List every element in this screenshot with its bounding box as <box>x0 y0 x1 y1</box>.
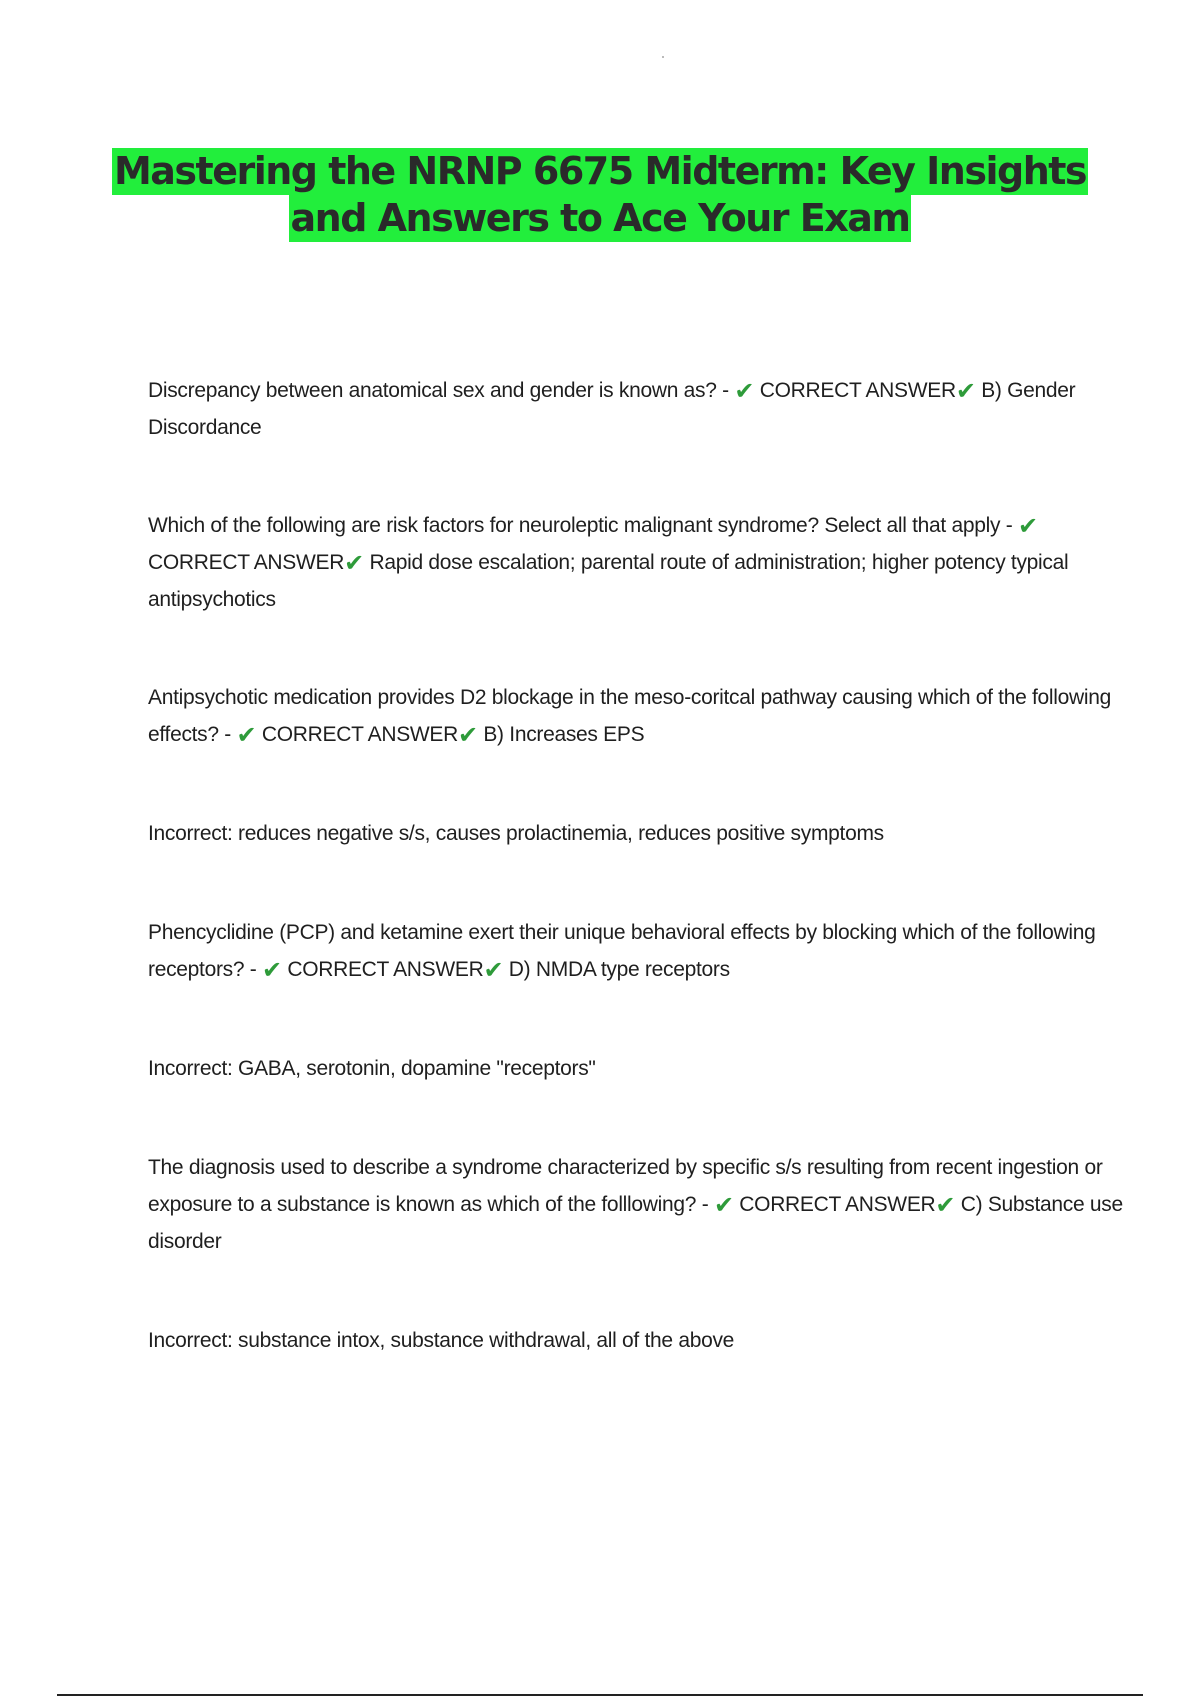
document-title <box>48 148 1152 242</box>
spacer <box>148 1087 1133 1149</box>
checkmark-icon: ✔ <box>935 1191 956 1219</box>
checkmark-icon: ✔ <box>955 377 976 405</box>
spacer <box>148 988 1133 1050</box>
spacer <box>148 753 1133 815</box>
title-line-1: Mastering the NRNP 6675 Midterm: Key Insights <box>113 149 1087 193</box>
incorrect-note-3: Incorrect: substance intox, substance withdrawal, all of the above <box>148 1329 735 1352</box>
qa-item-2 <box>148 507 1133 618</box>
qa-item-4 <box>148 914 1133 988</box>
document-page <box>48 0 1152 1700</box>
checkmark-icon: ✔ <box>261 956 282 984</box>
answer-text: D) NMDA type receptors <box>503 958 730 981</box>
checkmark-icon: ✔ <box>713 1191 734 1219</box>
incorrect-note-1: Incorrect: reduces negative s/s, causes prolactinemia, reduces positive symptoms <box>148 822 884 845</box>
qa-item-1 <box>148 372 1133 446</box>
incorrect-note-2: Incorrect: GABA, serotonin, dopamine "receptors" <box>148 1057 596 1080</box>
question-text: The diagnosis used to describe a syndrome characterized by specific s/s resulting from recent ingestion or exposure to a substance is known as which of the folllowing? - <box>148 1156 1103 1216</box>
qa-content <box>148 372 1133 1359</box>
scan-speck <box>662 56 664 58</box>
checkmark-icon: ✔ <box>458 721 478 749</box>
checkmark-icon: ✔ <box>1017 512 1038 540</box>
checkmark-icon: ✔ <box>734 377 755 405</box>
checkmark-icon: ✔ <box>483 956 504 984</box>
answer-text: B) Gender Discordance <box>148 379 1076 439</box>
question-text: Discrepancy between anatomical sex and gender is known as? - <box>148 379 735 402</box>
checkmark-icon: ✔ <box>344 549 364 577</box>
answer-text: Rapid dose escalation; parental route of administration; higher potency typical antipsychotics <box>148 551 1069 611</box>
question-text: Antipsychotic medication provides D2 blockage in the meso-coritcal pathway causing which of the following effects? - <box>148 686 1112 746</box>
title-line-2: and Answers to Ace Your Exam <box>290 196 910 240</box>
question-text: Which of the following are risk factors for neuroleptic malignant syndrome? Select all that apply - <box>148 514 1018 537</box>
spacer <box>148 446 1133 507</box>
spacer <box>148 618 1133 679</box>
qa-item-5 <box>148 1149 1133 1260</box>
footer-rule <box>57 1694 1143 1696</box>
question-text: Phencyclidine (PCP) and ketamine exert their unique behavioral effects by blocking which of the following receptors? - <box>148 921 1096 981</box>
answer-text: C) Substance use disorder <box>148 1193 1123 1253</box>
spacer <box>148 1260 1133 1322</box>
checkmark-icon: ✔ <box>236 721 257 749</box>
correct-answer-label: CORRECT ANSWER <box>148 551 345 574</box>
qa-item-3 <box>148 679 1133 753</box>
correct-answer-label: CORRECT ANSWER <box>287 958 484 981</box>
correct-answer-label: CORRECT ANSWER <box>261 723 458 746</box>
correct-answer-label: CORRECT ANSWER <box>759 379 956 402</box>
spacer <box>148 852 1133 914</box>
correct-answer-label: CORRECT ANSWER <box>739 1193 936 1216</box>
answer-text: B) Increases EPS <box>477 723 645 746</box>
